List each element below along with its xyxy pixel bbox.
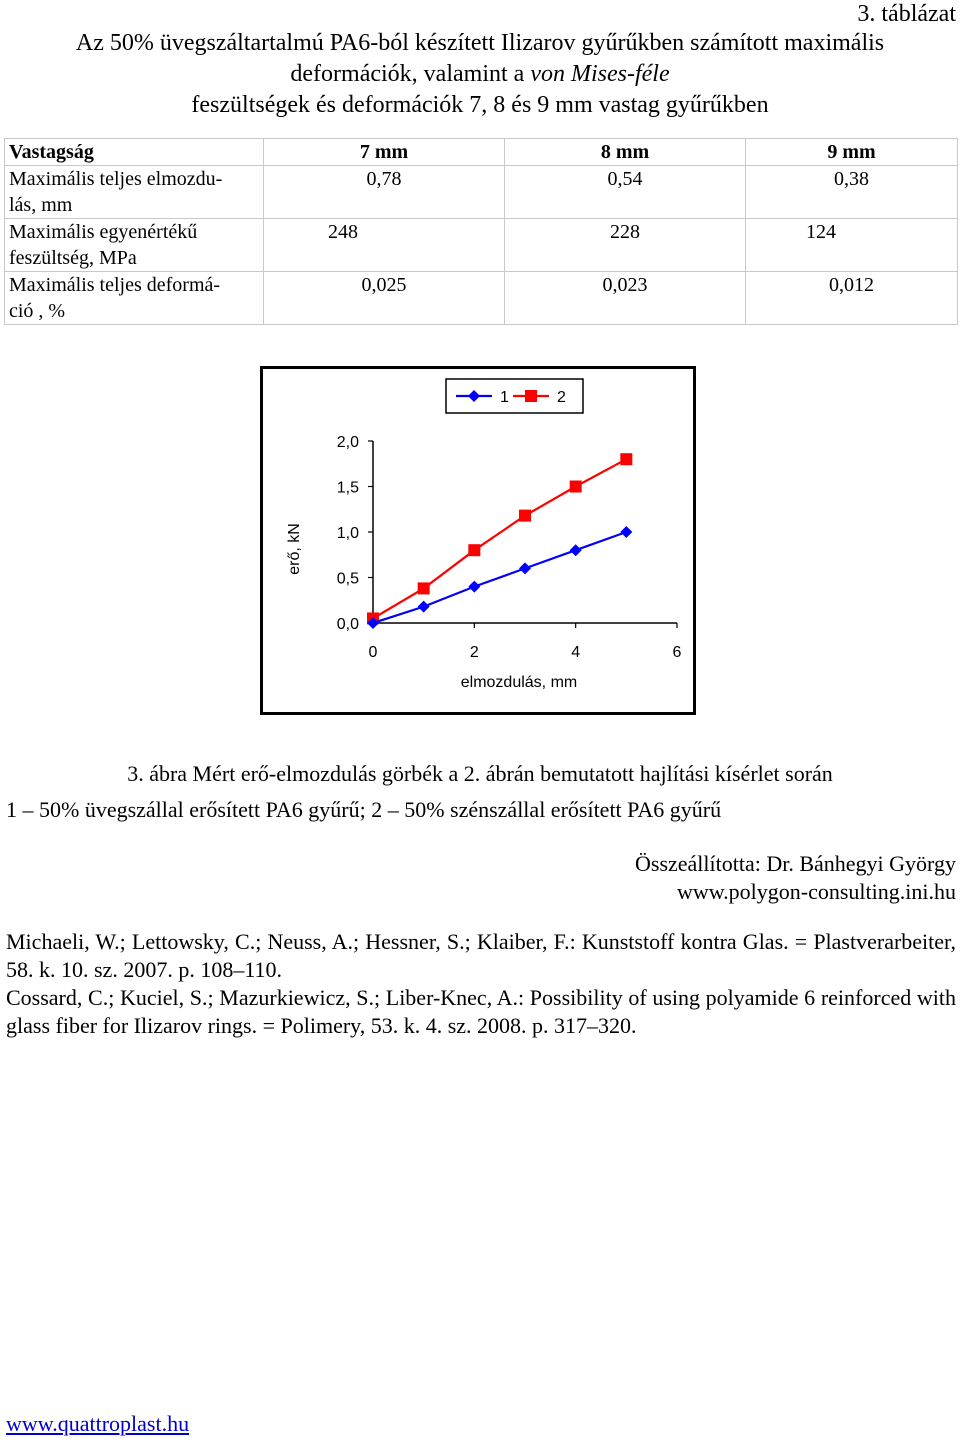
row-label-line: Maximális egyenértékű	[9, 221, 198, 243]
table-cell: 0,54	[505, 166, 746, 219]
x-tick-label: 4	[571, 644, 581, 661]
row-label-line: ció , %	[9, 300, 66, 322]
figure-caption: 3. ábra Mért erő-elmozdulás görbék a 2. ábrán bemutatott hajlítási kísérlet során	[127, 761, 833, 786]
chart-frame	[260, 366, 696, 715]
row-label-line: Maximális teljes elmozdu-	[9, 168, 223, 190]
y-tick-label: 2,0	[336, 434, 359, 451]
reference-item: Cossard, C.; Kuciel, S.; Mazurkiewicz, S.; Liber-Knec, A.: Possibility of using polyamide 6 reinforced with glass fiber for Ilizarov rings. = Polimery, 53. k. 4. sz. 2008. p. 317–320.	[6, 985, 956, 1038]
title-line-2-text: deformációk, valamint a	[290, 61, 531, 87]
table-cell: 0,025	[264, 272, 505, 325]
data-point-square	[525, 390, 537, 402]
table-header-cell: 9 mm	[746, 139, 958, 166]
data-point-diamond	[468, 581, 480, 593]
table-header-row	[5, 139, 958, 166]
data-point-square	[418, 582, 430, 594]
row-label-line: feszültség, MPa	[9, 247, 137, 269]
legend-label: 1	[500, 389, 509, 406]
table-cell: 0,012	[746, 272, 958, 325]
title-line-1: Az 50% üvegszáltartalmú PA6-ból készített Ilizarov gyűrűkben számított maximális	[75, 30, 885, 56]
compiler-website[interactable]: www.polygon-consulting.ini.hu	[676, 879, 956, 904]
x-tick-label: 0	[368, 644, 378, 661]
chart-axes	[337, 434, 682, 661]
data-point-diamond	[570, 544, 582, 556]
results-table	[4, 138, 958, 325]
data-point-square	[620, 453, 632, 465]
chart-legend	[446, 379, 583, 413]
table-header-cell: 8 mm	[505, 139, 746, 166]
data-point-square	[570, 481, 582, 493]
row-label	[5, 166, 264, 219]
data-point-diamond	[620, 526, 632, 538]
table-row	[5, 166, 958, 219]
row-label	[5, 219, 264, 272]
x-axis-label: elmozdulás, mm	[460, 674, 578, 691]
table-header-cell: 7 mm	[264, 139, 505, 166]
y-tick-label: 1,5	[336, 479, 359, 497]
table-row	[5, 272, 958, 325]
row-label	[5, 272, 264, 325]
table-cell: 228	[505, 219, 746, 272]
y-tick-label: 0,0	[336, 616, 359, 633]
y-tick-label: 1,0	[336, 525, 359, 542]
data-point-square	[468, 544, 480, 556]
x-tick-label: 6	[672, 644, 682, 661]
title-line-2	[0, 59, 960, 90]
footer-link[interactable]: www.quattroplast.hu	[6, 1411, 190, 1436]
title-line-3: feszültségek és deformációk 7, 8 és 9 mm vastag gyűrűkben	[191, 92, 769, 118]
data-point-square	[519, 510, 531, 522]
table-cell: 248	[264, 219, 505, 272]
row-label-line: Maximális teljes deformá-	[9, 274, 221, 296]
table-cell: 0,78	[264, 166, 505, 219]
row-label-line: lás, mm	[9, 194, 73, 216]
table-row	[5, 219, 958, 272]
document-title	[0, 28, 960, 121]
table-cell: 0,38	[746, 166, 958, 219]
table-header-cell: Vastagság	[5, 139, 264, 166]
x-tick-label: 2	[469, 644, 479, 661]
compiler-credit	[635, 850, 956, 906]
force-displacement-chart	[263, 369, 693, 712]
title-line-2-italic: von Mises-féle	[530, 61, 670, 87]
legend-label: 2	[557, 389, 566, 406]
data-point-diamond	[418, 601, 430, 613]
series-line-1	[373, 532, 626, 623]
reference-item: Michaeli, W.; Lettowsky, C.; Neuss, A.; Hessner, S.; Klaiber, F.: Kunststoff kontra Glas. = Plastverarbeiter, 58. k. 10. sz. 2007. p. 108–110.	[6, 929, 956, 982]
table-label: 3. táblázat	[857, 1, 956, 27]
data-point-diamond	[519, 562, 531, 574]
compiler-name: Összeállította: Dr. Bánhegyi György	[635, 851, 956, 876]
references	[6, 928, 956, 1040]
y-axis-label: erő, kN	[286, 523, 303, 575]
table-cell: 0,023	[505, 272, 746, 325]
table-cell: 124	[746, 219, 958, 272]
series-line-2	[373, 459, 626, 618]
y-tick-label: 0,5	[336, 570, 359, 588]
chart-series	[367, 453, 632, 629]
figure-legend-text: 1 – 50% üvegszállal erősített PA6 gyűrű; 2 – 50% szénszállal erősített PA6 gyűrű	[6, 797, 722, 822]
